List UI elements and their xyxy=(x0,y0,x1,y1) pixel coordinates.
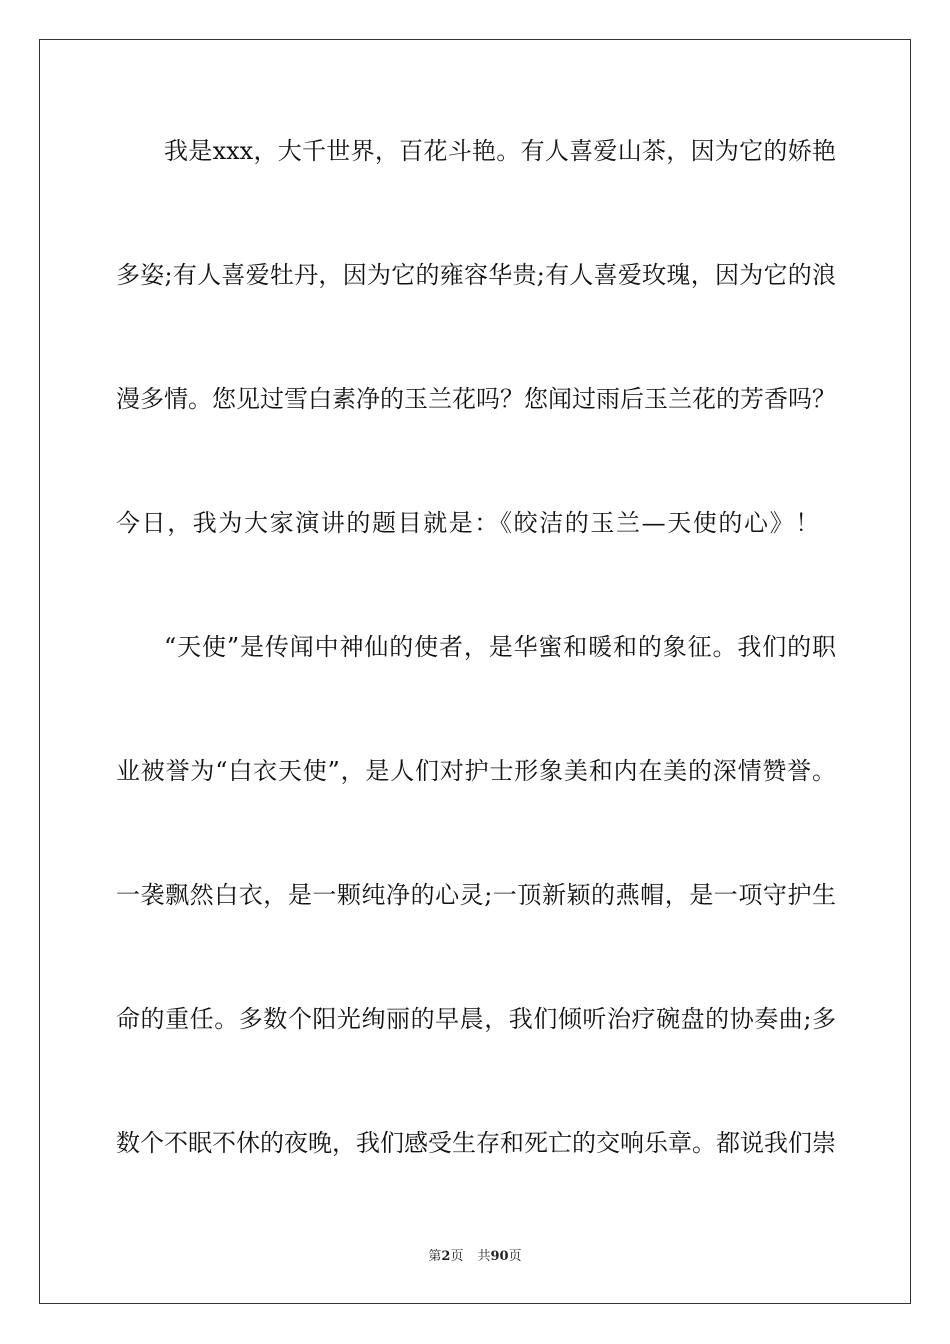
footer-page-suffix: 页 xyxy=(450,1249,464,1264)
text-line-3: 漫多情。您见过雪白素净的玉兰花吗？您闻过雨后玉兰花的芳香吗？ xyxy=(116,385,836,413)
footer-total-pages: 90 xyxy=(490,1249,509,1264)
page-border xyxy=(39,39,911,1304)
text-line-1: 我是xxx，大千世界，百花斗艳。有人喜爱山茶，因为它的娇艳 xyxy=(164,137,836,165)
footer-total-prefix: 共 xyxy=(477,1249,491,1264)
text-line-5: “天使”是传闻中神仙的使者，是华蜜和暖和的象征。我们的职 xyxy=(164,633,836,661)
footer-page-prefix: 第 xyxy=(428,1249,442,1264)
text-line-4: 今日，我为大家演讲的题目就是：《皎洁的玉兰—天使的心》！ xyxy=(116,509,821,537)
text-line-7: 一袭飘然白衣，是一颗纯净的心灵;一顶新颖的燕帽，是一项守护生 xyxy=(116,881,836,909)
footer-page-number: 2 xyxy=(441,1249,451,1264)
text-line-8: 命的重任。多数个阳光绚丽的早晨，我们倾听治疗碗盘的协奏曲;多 xyxy=(116,1005,836,1033)
page-footer xyxy=(0,1247,950,1267)
text-line-9: 数个不眠不休的夜晚，我们感受生存和死亡的交响乐章。都说我们崇 xyxy=(116,1129,836,1157)
text-line-2: 多姿;有人喜爱牡丹，因为它的雍容华贵;有人喜爱玫瑰，因为它的浪 xyxy=(116,261,836,289)
text-line-6: 业被誉为“白衣天使”，是人们对护士形象美和内在美的深情赞誉。 xyxy=(116,757,836,785)
footer-total-suffix: 页 xyxy=(508,1249,522,1264)
